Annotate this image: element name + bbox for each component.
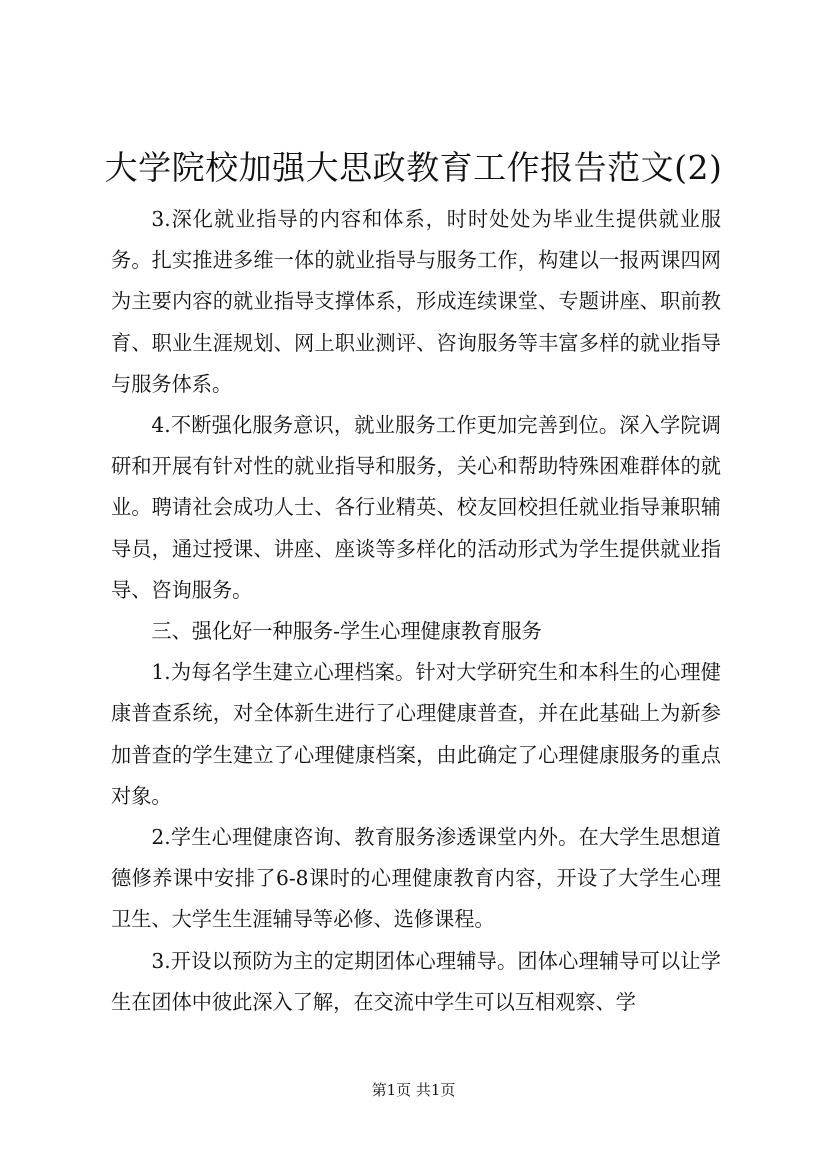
paragraph-service-awareness: 4.不断强化服务意识，就业服务工作更加完善到位。深入学院调研和开展有针对性的就业指导和服务，关心和帮助特殊困难群体的就业。聘请社会成功人士、各行业精英、校友回校担任就业指导兼职辅导员，通过授课、讲座、座谈等多样化的活动形式为学生提供就业指导、咨询服务。 [111,413,721,602]
page-footer: 第1页 共1页 [371,1081,456,1099]
section-heading-mental-health: 三、强化好一种服务-学生心理健康教育服务 [151,619,542,644]
paragraph-counseling-courses: 2.学生心理健康咨询、教育服务渗透课堂内外。在大学生思想道德修养课中安排了6-8课时的心理健康教育内容，开设了大学生心理卫生、大学生生涯辅导等必修、选修课程。 [111,825,721,932]
document-title: 大学院校加强大思政教育工作报告范文(2) [104,148,723,187]
paragraph-employment-guidance: 3.深化就业指导的内容和体系，时时处处为毕业生提供就业服务。扎实推进多维一体的就业指导与服务工作，构建以一报两课四网为主要内容的就业指导支撑体系，形成连续课堂、专题讲座、职前教育、职业生涯规划、网上职业测评、咨询服务等丰富多样的就业指导与服务体系。 [111,207,721,396]
document-body [111,199,721,1023]
paragraph-psychological-files: 1.为每名学生建立心理档案。针对大学研究生和本科生的心理健康普查系统，对全体新生进行了心理健康普查，并在此基础上为新参加普查的学生建立了心理健康档案，由此确定了心理健康服务的重点对象。 [111,660,721,808]
paragraph-group-counseling: 3.开设以预防为主的定期团体心理辅导。团体心理辅导可以让学生在团体中彼此深入了解，在交流中学生可以互相观察、学 [111,948,721,1014]
